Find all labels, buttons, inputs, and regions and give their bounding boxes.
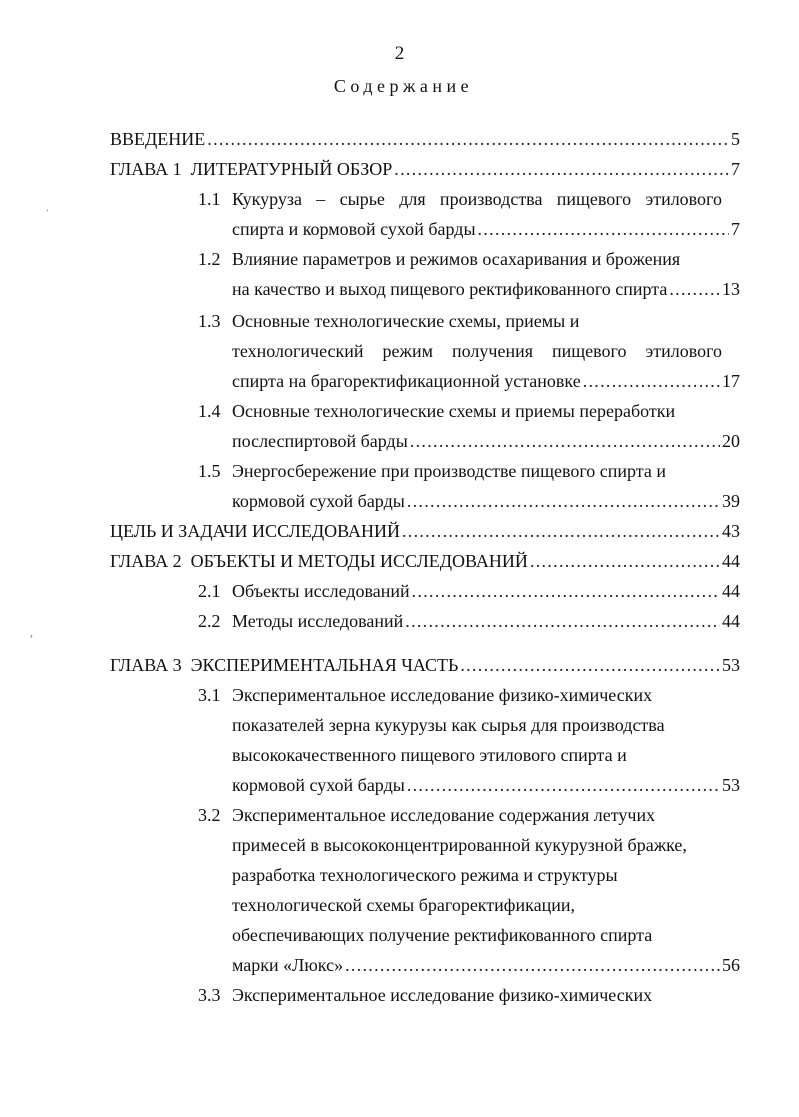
toc-section-number: 1.5 <box>198 461 221 481</box>
toc-entry-2-1 <box>232 580 740 602</box>
toc-label: спирта и кормовой сухой барды <box>232 219 476 239</box>
toc-label: марки «Люкс» <box>232 955 344 975</box>
toc-entry-chapter-3 <box>110 654 740 676</box>
toc-page: 39 <box>722 491 740 511</box>
toc-section-text: Кукуруза – сырье для производства пищевого этилового <box>232 189 722 209</box>
toc-entry-1-5 <box>232 490 740 512</box>
toc-entry-1-4 <box>232 430 740 452</box>
toc-section-text: Основные технологические схемы, приемы и <box>232 311 580 331</box>
page-number: 2 <box>394 43 405 64</box>
toc-leader <box>405 610 720 632</box>
toc-label: Объекты исследований <box>232 581 410 601</box>
toc-leader <box>407 774 720 796</box>
toc-page: 56 <box>722 955 740 975</box>
toc-section-text: технологический режим получения пищевого этилового <box>232 341 722 361</box>
toc-section-text: обеспечивающих получение ректификованного спирта <box>232 925 653 945</box>
toc-entry-intro <box>110 128 740 150</box>
toc-leader <box>412 580 720 602</box>
toc-section-number: 1.3 <box>198 311 221 331</box>
toc-page: 44 <box>722 611 740 631</box>
toc-label: кормовой сухой барды <box>232 491 405 511</box>
toc-section-number: 2.1 <box>198 581 221 601</box>
toc-label: ВВЕДЕНИЕ <box>110 129 206 149</box>
toc-page: 17 <box>722 371 740 391</box>
toc-page: 53 <box>722 655 740 675</box>
toc-leader <box>207 128 729 150</box>
toc-leader <box>460 654 720 676</box>
toc-entry-1-2 <box>232 278 740 300</box>
toc-entry-3-1 <box>232 774 740 796</box>
toc-entry-1-1 <box>232 218 740 240</box>
toc-section-text: Экспериментальное исследование физико-химических <box>232 985 653 1005</box>
toc-label: ЦЕЛЬ И ЗАДАЧИ ИССЛЕДОВАНИЙ <box>110 521 400 541</box>
toc-entry-3-2 <box>232 954 740 976</box>
toc-label: спирта на брагоректификационной установке <box>232 371 581 391</box>
scan-mark: , <box>30 625 33 639</box>
toc-section-text: разработка технологического режима и структуры <box>232 865 618 885</box>
toc-leader <box>669 278 720 300</box>
toc-page: 53 <box>722 775 740 795</box>
toc-section-number: 3.3 <box>198 985 221 1005</box>
toc-section-text: высококачественного пищевого этилового спирта и <box>232 745 627 765</box>
toc-section-number: 1.2 <box>198 249 221 269</box>
toc-section-number: 3.2 <box>198 805 221 825</box>
toc-page: 13 <box>722 279 740 299</box>
toc-page: 44 <box>722 581 740 601</box>
toc-section-number: 3.1 <box>198 685 221 705</box>
toc-section-text: показателей зерна кукурузы как сырья для производства <box>232 715 665 735</box>
toc-leader <box>345 954 720 976</box>
toc-label: послеспиртовой барды <box>232 431 408 451</box>
toc-label: Методы исследований <box>232 611 404 631</box>
toc-leader <box>530 550 720 572</box>
toc-label: ГЛАВА 1 ЛИТЕРАТУРНЫЙ ОБЗОР <box>110 159 393 179</box>
toc-section-text: Экспериментальное исследование физико-химических <box>232 685 653 705</box>
toc-page: 5 <box>731 129 740 149</box>
toc-entry-2-2 <box>232 610 740 632</box>
toc-section-text: технологической схемы брагоректификации, <box>232 895 575 915</box>
toc-leader <box>394 158 729 180</box>
toc-leader <box>583 370 720 392</box>
toc-label: ГЛАВА 2 ОБЪЕКТЫ И МЕТОДЫ ИССЛЕДОВАНИЙ <box>110 551 528 571</box>
toc-section-text: Влияние параметров и режимов осахаривания и брожения <box>232 249 681 269</box>
toc-page: 43 <box>722 521 740 541</box>
toc-label: ГЛАВА 3 ЭКСПЕРИМЕНТАЛЬНАЯ ЧАСТЬ <box>110 655 459 675</box>
toc-leader <box>410 430 720 452</box>
scan-mark: . <box>46 200 49 214</box>
toc-section-number: 1.4 <box>198 401 221 421</box>
toc-leader <box>407 490 720 512</box>
toc-entry-goals <box>110 520 740 542</box>
toc-section-text: Основные технологические схемы и приемы переработки <box>232 401 676 421</box>
toc-page: 7 <box>731 159 740 179</box>
toc-page: 44 <box>722 551 740 571</box>
toc-section-text: Экспериментальное исследование содержания летучих <box>232 805 656 825</box>
toc-section-number: 1.1 <box>198 189 221 209</box>
toc-entry-1-3 <box>232 370 740 392</box>
toc-leader <box>402 520 720 542</box>
toc-page: 20 <box>722 431 740 451</box>
toc-section-text: Энергосбережение при производстве пищевого спирта и <box>232 461 666 481</box>
toc-entry-chapter-1 <box>110 158 740 180</box>
toc-entry-chapter-2 <box>110 550 740 572</box>
toc-label: на качество и выход пищевого ректификованного спирта <box>232 279 668 299</box>
toc-leader <box>478 218 729 240</box>
page-title: Содержание <box>333 76 474 96</box>
toc-page: 7 <box>731 219 740 239</box>
toc-label: кормовой сухой барды <box>232 775 405 795</box>
toc-section-text: примесей в высококонцентрированной кукурузной бражке, <box>232 835 687 855</box>
toc-section-number: 2.2 <box>198 611 221 631</box>
